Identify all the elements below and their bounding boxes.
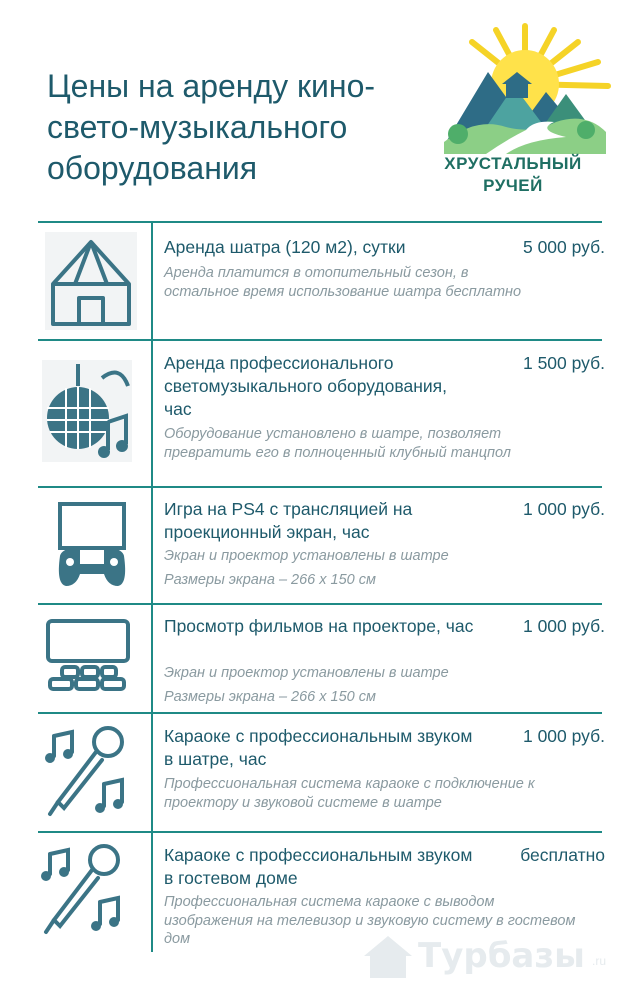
logo-line2: РУЧЕЙ — [483, 176, 543, 195]
divider — [38, 712, 602, 714]
item-title: Просмотр фильмов на проекторе, час — [164, 616, 474, 636]
item-note: Экран и проектор установлены в шатре — [164, 548, 449, 564]
item-note: Оборудование установлено в шатре, позволяет превратить его в полноценный клубный танцпол — [164, 426, 511, 461]
item-note: Размеры экрана – 266 х 150 см — [164, 689, 376, 705]
item-price: 1 000 руб. — [522, 726, 605, 746]
divider — [38, 603, 602, 605]
watermark-suffix: .ru — [592, 954, 607, 968]
divider — [38, 221, 602, 223]
divider — [38, 339, 602, 341]
column-divider — [151, 221, 153, 952]
item-note: Аренда платится в отопительный сезон, в остальное время использование шатра бесплатно — [164, 265, 522, 300]
watermark-text: Турбазы — [418, 936, 585, 976]
divider — [38, 486, 602, 488]
gamepad-screen-icon — [52, 500, 132, 588]
item-note: Размеры экрана – 266 х 150 см — [164, 572, 376, 588]
item-note: Профессиональная система караоке с выводом изображения на телевизор и звуковую систему в гостевом дом — [164, 894, 576, 947]
item-price: 5 000 руб. — [522, 237, 605, 257]
item-note: Профессиональная система караоке с подключение к проектору и звуковой системе в шатре — [164, 776, 535, 811]
disco-ball-icon — [42, 360, 132, 462]
microphone-icon — [44, 722, 136, 820]
item-price: 1 000 руб. — [522, 499, 605, 519]
item-price: 1 500 руб. — [522, 353, 605, 373]
microphone-icon — [40, 840, 132, 938]
item-price: 1 000 руб. — [522, 616, 605, 636]
item-title: Игра на PS4 с трансляцией на проекционный экран, час — [164, 499, 413, 542]
house-icon — [360, 932, 416, 980]
item-title: Караоке с профессиональным звуком в шатре, час — [164, 726, 473, 769]
logo-line1: ХРУСТАЛЬНЫЙ — [444, 154, 582, 173]
item-title: Аренда шатра (120 м2), сутки — [164, 237, 406, 257]
divider — [38, 831, 602, 833]
watermark — [360, 928, 625, 984]
item-note: Экран и проектор установлены в шатре — [164, 665, 449, 681]
item-price: бесплатно — [520, 845, 605, 865]
item-title: Аренда профессионального светомузыкального оборудования, час — [164, 353, 447, 419]
cinema-icon — [44, 617, 132, 691]
tent-icon — [45, 232, 137, 330]
item-title: Караоке с профессиональным звуком в гостевом доме — [164, 845, 473, 888]
page-title: Цены на аренду кино-свето-музыкального оборудования — [47, 68, 376, 186]
